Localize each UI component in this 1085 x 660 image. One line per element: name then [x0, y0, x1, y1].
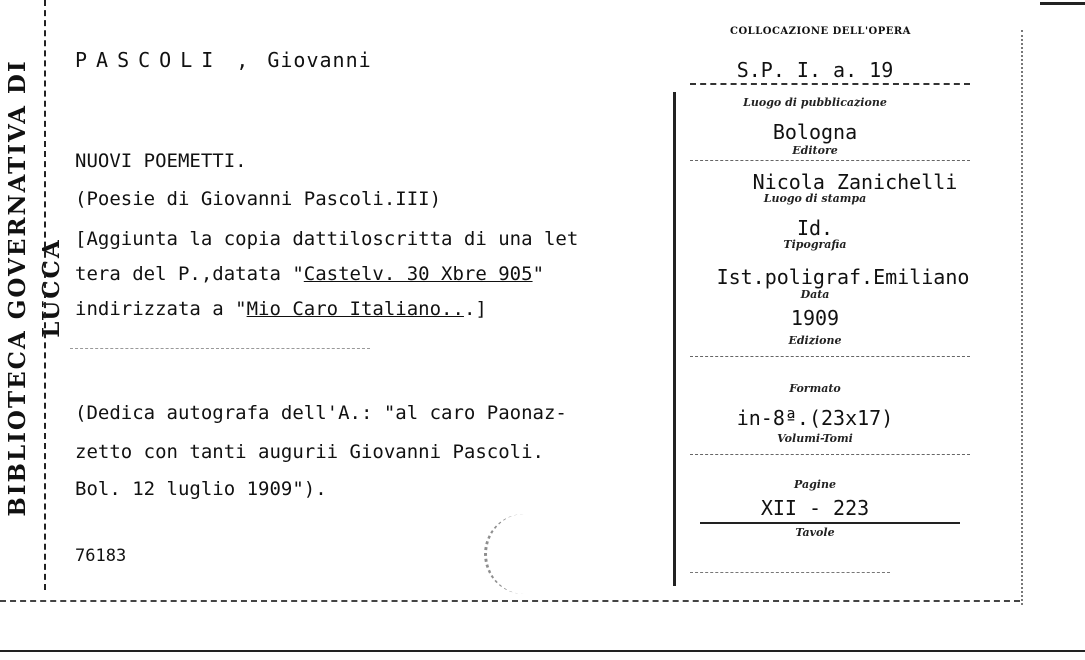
note-line-3 — [75, 298, 487, 320]
data-value: 1909 — [790, 306, 840, 330]
data-label: Data — [800, 288, 830, 301]
edizione-label: Edizione — [788, 334, 842, 347]
note-line-1 — [75, 228, 578, 250]
formato-value: in-8ª.(23x17) — [736, 406, 894, 430]
tipografia-label: Tipografia — [783, 238, 847, 251]
note-line-1-text: [Aggiunta la copia dattiloscritta di una le — [75, 228, 567, 250]
series-statement: (Poesie di Giovanni Pascoli.III) — [75, 188, 442, 210]
dedication-line-2: zetto con tanti augurii Giovanni Pascoli. — [75, 441, 544, 463]
dedication-line-1: (Dedica autografa dell'A.: "al caro Paonaz- — [75, 402, 567, 424]
tipografia-value: Ist.poligraf.Emiliano — [716, 265, 970, 289]
top-right-corner — [1040, 2, 1085, 5]
inventory-number: 76183 — [75, 546, 127, 566]
note-line-3-post: .] — [463, 298, 487, 320]
editore-value: Nicola Zanichelli — [752, 170, 958, 194]
note-line-3-pre: indirizzata a " — [75, 298, 247, 320]
tavole-label: Tavole — [795, 526, 835, 539]
author-heading — [75, 48, 372, 72]
page-bottom-edge — [0, 650, 1085, 652]
library-side-label: BIBLIOTECA GOVERNATIVA DI LUCCA — [4, 59, 65, 517]
letter-date: Castelv. 30 Xbre 905 — [303, 263, 533, 285]
pagine-value: XII - 223 — [760, 496, 870, 520]
rule-2 — [690, 356, 970, 357]
collocation-underline — [690, 83, 970, 85]
rule-3 — [690, 454, 970, 455]
rule-4 — [690, 572, 890, 573]
author-separator: , — [236, 48, 250, 72]
formato-label: Formato — [789, 382, 841, 395]
note-line-2-post: " — [532, 263, 545, 285]
faded-stamp-mark — [484, 514, 547, 594]
note-line-2 — [75, 263, 544, 285]
editore-label: Editore — [792, 144, 838, 157]
volumi-label: Volumi-Tomi — [777, 432, 853, 445]
right-column-border — [673, 92, 676, 586]
right-edge-line — [1021, 30, 1023, 605]
author-surname: PASCOLI — [75, 48, 223, 72]
divider-dashes — [70, 348, 370, 349]
card-bottom-edge — [0, 600, 1020, 602]
note-line-2-pre: tera del P.,datata " — [75, 263, 304, 285]
note-line-1-tail: t — [566, 228, 579, 250]
luogo-value: Bologna — [772, 120, 858, 144]
author-given-name: Giovanni — [267, 48, 372, 72]
letter-addressee: Mio Caro Italiano.. — [246, 298, 464, 320]
dedication-line-3: Bol. 12 luglio 1909"). — [75, 478, 327, 500]
luogo-stampa-label: Luogo di stampa — [763, 192, 867, 205]
collocation-mark: S.P. I. a. 19 — [736, 58, 894, 82]
luogo-stampa-value: Id. — [796, 216, 834, 240]
pagine-label: Pagine — [794, 478, 836, 491]
luogo-label: Luogo di pubblicazione — [743, 96, 887, 109]
collocation-header: COLLOCAZIONE DELL'OPERA — [730, 26, 911, 37]
left-margin-line — [44, 0, 46, 590]
book-title: NUOVI POEMETTI. — [75, 150, 247, 172]
rule-1 — [690, 160, 970, 161]
pagine-underline — [700, 522, 960, 524]
